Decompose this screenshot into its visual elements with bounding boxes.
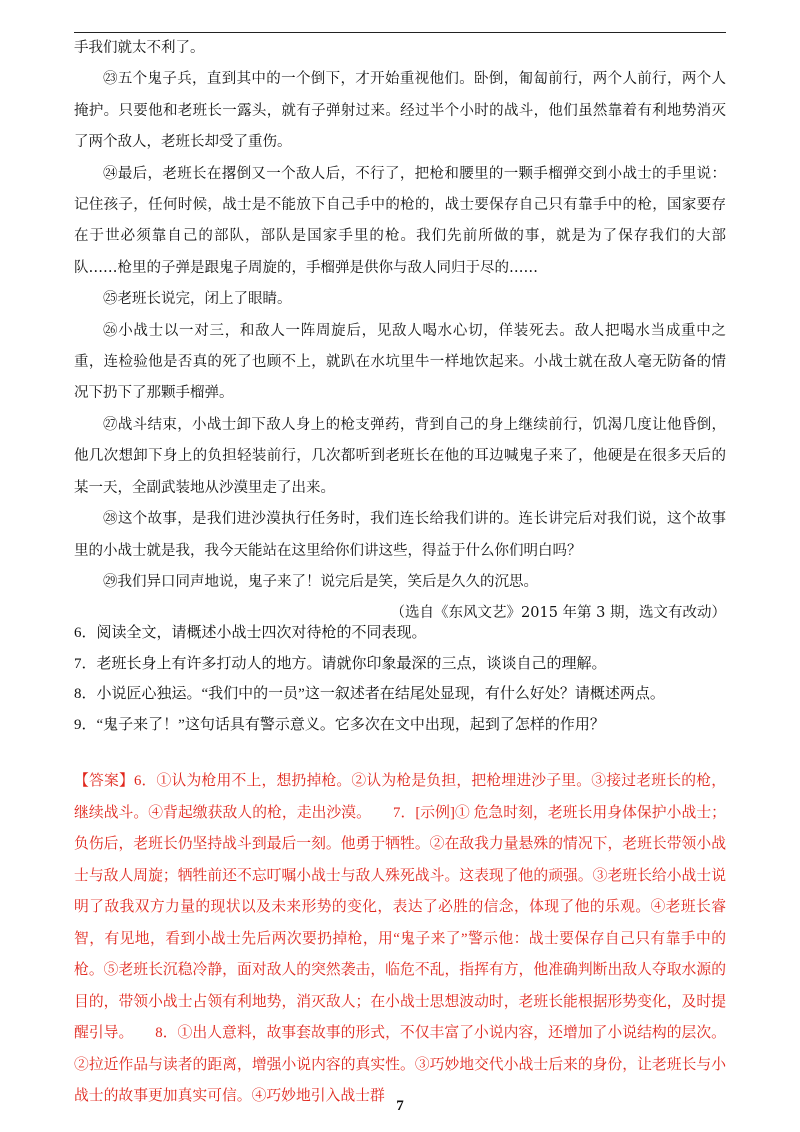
story-paragraph: ㉙我们异口同声地说，鬼子来了！说完后是笑，笑后是久久的沉思。 — [103, 573, 538, 590]
question-list — [74, 618, 726, 740]
answer-6: 6．①认为枪用不上，想扔掉枪。②认为枪是负担，把枪埋进沙子里。③接过老班长的枪，继续战斗。④背起缴获敌人的枪，走出沙漠。 — [74, 773, 726, 821]
story-paragraph: ㉘这个故事，是我们进沙漠执行任务时，我们连长给我们讲的。连长讲完后对我们说，这个故事里的小战士就是我，我今天能站在这里给你们讲这些，得益于什么你们明白吗？ — [74, 511, 726, 559]
story-paragraph: ㉔最后，老班长在撂倒又一个敌人后，不行了，把枪和腰里的一颗手榴弹交到小战士的手里说：记住孩子，任何时候，战士是不能放下自己手中的枪的，战士要保存自己只有靠手中的枪，国家要存在于世必须靠自己的部队，部队是国家手里的枪。我们先前所做的事，就是为了保存我们的大部队……枪里的子弹是跟鬼子周旋的，手榴弹是供你与敌人同归于尽的…… — [74, 165, 726, 276]
story-paragraph: 手我们就太不利了。 — [74, 40, 205, 56]
source-citation: （选自《东风文艺》2015 年第 3 期，选文有改动） — [390, 605, 726, 622]
story-paragraph: ㉗战斗结束，小战士卸下敌人身上的枪支弹药，背到自己的身上继续前行，饥渴几度让他昏倒，他几次想卸下身上的负担轻装前行，几次都听到老班长在他的耳边喊鬼子来了，他硬是在很多天后的某一天，全副武装地从沙漠里走了出来。 — [74, 416, 726, 496]
story-paragraph: ㉖小战士以一对三，和敌人一阵周旋后，见敌人喝水心切，佯装死去。敌人把喝水当成重中之重，连检验他是否真的死了也顾不上，就趴在水坑里牛一样地饮起来。小战士就在敌人毫无防备的情况下扔下了那颗手榴弹。 — [74, 322, 726, 402]
question-item: 8．小说匠心独运。“我们中的一员”这一叙述者在结尾处显现，有什么好处？请概述两点。 — [74, 686, 665, 702]
story-text — [74, 33, 726, 630]
question-item: 9．“鬼子来了！”这句话具有警示意义。它多次在文中出现，起到了怎样的作用？ — [74, 716, 605, 733]
story-paragraph: ㉓五个鬼子兵，直到其中的一个倒下，才开始重视他们。卧倒，匍匐前行，两个人前行，两个人掩护。只要他和老班长一露头，就有子弹射过来。经过半个小时的战斗，他们虽然靠着有利地势消灭了两个敌人，老班长却受了重伤。 — [74, 71, 726, 151]
question-item: 7．老班长身上有许多打动人的地方。请就你印象最深的三点，谈谈自己的理解。 — [74, 655, 607, 672]
answer-7: 7．[示例]① 危急时刻，老班长用身体保护小战士；负伤后，老班长仍坚持战斗到最后一刻。他勇于牺牲。②在敌我力量悬殊的情况下，老班长带领小战士与敌人周旋；牺牲前还不忘叮嘱小战士与敌人殊死战斗。这表现了他的顽强。③老班长给小战士说明了敌我双方力量的现状以及未来形势的变化，表达了必胜的信念，体现了他的乐观。④老班长睿智，有见地，看到小战士先后两次要扔掉枪，用“鬼子来了”警示他：战士要保存自己只有靠手中的枪。⑤老班长沉稳冷静，面对敌人的突然袭击，临危不乱，指挥有方，他准确判断出敌人夺取水源的目的，带领小战士占领有利地势，消灭敌人；在小战士思想波动时，老班长能根据形势变化，及时提醒引导。 — [74, 804, 726, 1041]
answer-tag: 【答案】 — [74, 773, 134, 789]
answer-block — [74, 766, 726, 1113]
page-number: 7 — [396, 1098, 404, 1114]
question-item: 6．阅读全文，请概述小战士四次对待枪的不同表现。 — [74, 625, 427, 641]
answer-8: 8．①出人意料，故事套故事的形式，不仅丰富了小说内容，还增加了小说结构的层次。②拉近作品与读者的距离，增强小说内容的真实性。③巧妙地交代小战士后来的身份，让老班长与小战士的故事更加真实可信。④巧妙地引入战士群 — [74, 1025, 726, 1104]
story-paragraph: ㉕老班长说完，闭上了眼睛。 — [103, 291, 292, 308]
